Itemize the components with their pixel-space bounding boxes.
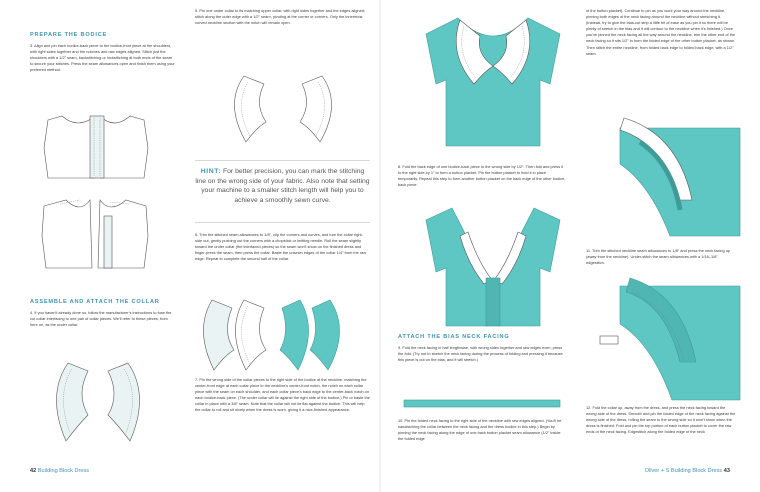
step-11: 11. Trim the stitched neckline seam allowances to 1/8" and press the neck facing up (away from the neckline). Under-stitch the seam allowances with a 1/16–1/8" edgestitch.: [586, 248, 731, 266]
left-folio: [30, 468, 89, 474]
right-folio-title: Building Block Dress: [670, 468, 723, 474]
step-12: 12. Fold the collar up, away from the dress, and press the neck facing toward the wrong side of the dress. Smooth and pin the folded edge of the neck facing against the wrong side of the dress, rolling the seam to the wrong side so it won't show when the dress is finished. Fold and pin the top portion of each button placket to cover the raw ends of the neck facing. Edgestitch along the folded edge of the neck: [586, 405, 736, 435]
step-10: 10. Pin the folded neck facing to the right side of the neckline with raw edges aligned. (You'll be sandwiching the collar between the neck facing and the dress bodice in this step.) Begin by pinning the neck facing along the edge of one back button placket seam allowance (1/2" inside the folded edge: [398, 418, 562, 442]
understitch-illustration: [580, 282, 740, 400]
step-3: 3. Align and pin each bodice-back piece to the bodice-front piece at the shoulders, with right sides together and the notches and raw edges aligned. Stitch just the shoulders with a 1/2" seam, backstitching or lockstitching at both ends of the seam to secure your stitches. Press the seam allowances open and finish them using your preferred method.: [30, 43, 175, 73]
hint-label: HINT:: [200, 168, 222, 175]
hint-rule-top: [195, 160, 370, 161]
right-column-1-step8: [398, 164, 566, 192]
page-gutter: [379, 0, 381, 492]
left-page-number: 42: [30, 468, 37, 474]
heading-bias-neck-facing: ATTACH THE BIAS NECK FACING: [398, 334, 510, 340]
collar-pair-outline-illustration: [228, 70, 338, 150]
step-5: 5. Pin one under collar to its matching upper collar, with right sides together and the edges aligned; stitch along the outer edge with a 1/2" seam, pivoting at the corner or corners. Only the innermost curved neckline section with the notch will remain open.: [195, 8, 365, 26]
bias-strip-illustration: [400, 398, 565, 410]
bodice-collar-attached-illustration: [418, 14, 568, 154]
heading-assemble-collar: ASSEMBLE AND ATTACH THE COLLAR: [30, 299, 160, 305]
right-page-number: 43: [723, 468, 730, 474]
heading-prepare-bodice: PREPARE THE BODICE: [30, 32, 108, 38]
right-column-2-step11: [586, 248, 736, 270]
collar-trim-illustration: [200, 296, 365, 374]
right-column-1-step10: [398, 418, 566, 446]
right-column-1-lower: [398, 334, 566, 367]
hint-text: For better precision, you can mark the stitching line on the wrong side of your fabric. Also note that setting your machine to a smaller stitch length will help you to achieve a smoothly sewn curve.: [195, 168, 370, 204]
step-4: 4. If you haven't already done so, follow the manufacturer's instructions to fuse the cut collar interfacing to one pair of collar pieces. We'll refer to these pieces, from here on, as the under collar.: [30, 310, 172, 328]
hint-box: [195, 167, 370, 205]
right-column-2: [586, 8, 736, 61]
bodice-illustration: [40, 108, 150, 298]
neck-facing-pinned-illustration: [580, 124, 740, 236]
hint-rule-bottom: [195, 222, 370, 223]
left-folio-title: Building Block Dress: [37, 468, 90, 474]
under-collar-illustration: [48, 355, 148, 450]
left-column-1-lower: [30, 299, 176, 332]
right-column-2-step12: [586, 405, 736, 439]
step-9: 9. Fold the neck facing in half lengthwise, with wrong sides together and raw edges even; press the fold. (Try not to stretch the neck facing during the process of folding and pressing it because this piece is cut on the bias, and it will stretch.): [398, 345, 563, 363]
left-column-2-step7: [195, 377, 370, 418]
step-6: 6. Trim the stitched seam allowances to 1/8", clip the corners and curves, and turn the collar right-side out, gently pushing out the corners with a chopstick or knitting needle. Roll the seam slightly toward the under collar (the interfaced pieces) so the seam won't show on the finished dress and finger-press the seam, then press the collar. Baste the unsewn edges of the collar 1/4" from the raw edge. Repeat to complete the second half of the collar.: [195, 232, 367, 262]
left-column-2: [195, 8, 370, 30]
right-folio-author: Oliver + S: [644, 468, 670, 474]
right-folio: [645, 468, 730, 474]
left-column-2-step6: [195, 232, 370, 266]
left-column-1: [30, 32, 176, 78]
bodice-back-placket-illustration: [418, 202, 568, 332]
step-7: 7. Pin the wrong side of the collar pieces to the right side of the bodice at the neckline, matching the center-front edge at each collar piece to the neckline's center-front notch, the notch on each collar piece with the seam on each shoulder, and each collar piece's back edge to the center-back notch on each bodice-back piece. (The under collar will lie against the right side of the bodice.) Pin or baste the collar in place with a 3/8" seam. Note that the collar will not lie flat against the bodice. This will help the collar to roll and sit nicely when the dress is worn, giving it a nice-finished appearance.: [195, 377, 370, 413]
step-8: 8. Fold the back edge of one bodice-back piece to the wrong side by 1/2". Then fold and press it to the right side by 1" to form a button placket. Pin the button placket to hold it in place temporarily. Repeat this step to form another button placket on the back edge of the other bodice-back piece.: [398, 164, 566, 188]
step-10-continued: of the button placket). Continue to pin as you work your way around the neckline, pinning both edges of the neck facing around the neckline without stretching it. (Instead, try to give the bias-cut strip a little bit of ease as you pin it so there will be plenty of stretch in the bias and it will contour to the neckline when it's finished.) Once you've pinned the neck facing all the way around the neckline, trim the other end of the neck facing so it sits 1/2" in from the folded edge of the other button placket, as shown. Then stitch the entire neckline, from folded back edge to folded back edge, with a 1/2" seam.: [586, 8, 736, 56]
